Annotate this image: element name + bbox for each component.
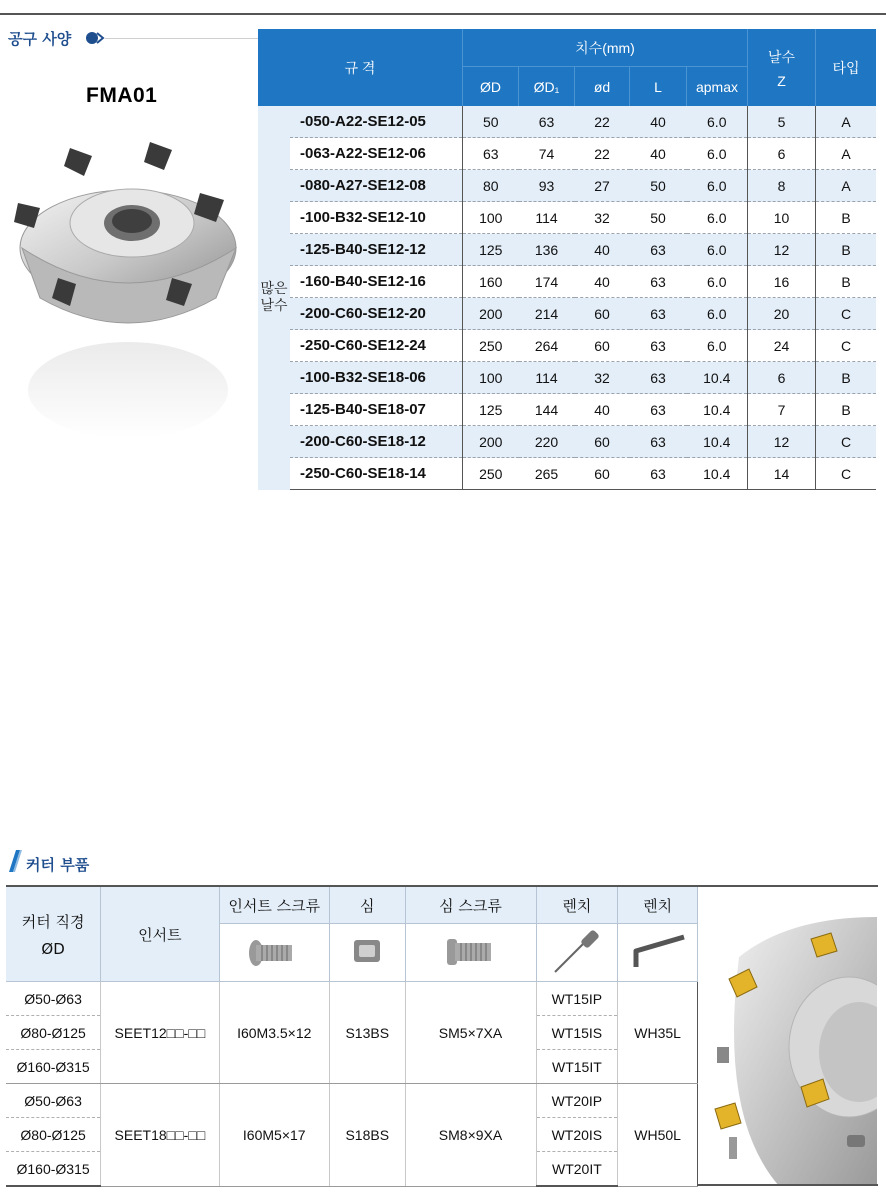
spec-D: 250 — [463, 458, 519, 490]
parts-shim: S13BS — [329, 982, 405, 1084]
spec-ap: 6.0 — [687, 202, 748, 234]
parts-shim: S18BS — [329, 1084, 405, 1187]
spec-D: 50 — [463, 106, 519, 138]
spec-Z: 10 — [748, 202, 816, 234]
spec-ap: 6.0 — [687, 234, 748, 266]
spec-L: 63 — [630, 426, 687, 458]
header-teeth — [748, 29, 816, 106]
parts-insert: SEET18□□-□□ — [101, 1084, 219, 1187]
spec-d: 27 — [575, 170, 630, 202]
spec-D: 100 — [463, 202, 519, 234]
spec-D1: 114 — [519, 202, 575, 234]
spec-D: 250 — [463, 330, 519, 362]
spec-ap: 10.4 — [687, 426, 748, 458]
spec-D1: 214 — [519, 298, 575, 330]
parts-diameter: Ø160-Ø315 — [6, 1050, 101, 1084]
parts-insert: SEET12□□-□□ — [101, 982, 219, 1084]
spec-L: 63 — [630, 394, 687, 426]
spec-row — [258, 298, 876, 330]
section-title-tool-spec: 공구 사양 — [8, 30, 72, 48]
parts-diameter: Ø50-Ø63 — [6, 982, 101, 1016]
spec-Z: 24 — [748, 330, 816, 362]
spec-model: -050-A22-SE12-05 — [290, 106, 463, 138]
tool-spec-table — [258, 29, 876, 490]
spec-L: 40 — [630, 106, 687, 138]
parts-diameter: Ø80-Ø125 — [6, 1118, 101, 1152]
parts-wrench-1: WT20IS — [536, 1118, 618, 1152]
spec-type: A — [816, 170, 877, 202]
group-label-line-1: 많은 — [260, 280, 288, 297]
spec-D: 100 — [463, 362, 519, 394]
cutter-parts-image — [699, 887, 877, 1186]
parts-bottom-rule — [698, 1184, 878, 1186]
spec-d: 40 — [575, 234, 630, 266]
spec-ap: 10.4 — [687, 458, 748, 490]
spec-D: 80 — [463, 170, 519, 202]
spec-type: B — [816, 234, 877, 266]
spec-L: 63 — [630, 330, 687, 362]
spec-d: 32 — [575, 362, 630, 394]
spec-D1: 63 — [519, 106, 575, 138]
chevron-dots-icon — [85, 31, 105, 45]
header-dim-L: L — [630, 67, 687, 107]
header-dim-d: ød — [575, 67, 630, 107]
tool-spec-body — [258, 106, 876, 490]
spec-row — [258, 362, 876, 394]
spec-d: 60 — [575, 458, 630, 490]
spec-Z: 14 — [748, 458, 816, 490]
spec-model: -200-C60-SE12-20 — [290, 298, 463, 330]
spec-model: -250-C60-SE12-24 — [290, 330, 463, 362]
parts-wrench-2: WH35L — [618, 982, 698, 1084]
spec-Z: 12 — [748, 426, 816, 458]
parts-wrench-1: WT15IP — [536, 982, 618, 1016]
spec-ap: 6.0 — [687, 106, 748, 138]
top-rule — [0, 13, 886, 15]
spec-ap: 10.4 — [687, 394, 748, 426]
header-dim-D1: ØD₁ — [519, 67, 575, 107]
insert-screw-icon — [219, 924, 329, 982]
spec-d: 60 — [575, 426, 630, 458]
spec-type: C — [816, 298, 877, 330]
parts-body — [6, 982, 698, 1187]
slash-mark-icon — [8, 850, 22, 872]
spec-type: B — [816, 394, 877, 426]
parts-diameter: Ø160-Ø315 — [6, 1152, 101, 1187]
parts-wrench-1: WT20IP — [536, 1084, 618, 1118]
spec-D1: 174 — [519, 266, 575, 298]
spec-ap: 6.0 — [687, 330, 748, 362]
spec-Z: 12 — [748, 234, 816, 266]
spec-row — [258, 234, 876, 266]
parts-insert-screw: I60M5×17 — [219, 1084, 329, 1187]
spec-model: -100-B32-SE18-06 — [290, 362, 463, 394]
spec-model: -200-C60-SE18-12 — [290, 426, 463, 458]
spec-row — [258, 266, 876, 298]
spec-d: 22 — [575, 106, 630, 138]
model-name: FMA01 — [86, 84, 158, 107]
spec-D1: 264 — [519, 330, 575, 362]
spec-Z: 20 — [748, 298, 816, 330]
group-label — [258, 106, 290, 490]
shim-screw-icon — [405, 924, 536, 982]
spec-D1: 220 — [519, 426, 575, 458]
parts-wrench-1: WT15IS — [536, 1016, 618, 1050]
spec-model: -250-C60-SE18-14 — [290, 458, 463, 490]
spec-Z: 8 — [748, 170, 816, 202]
spec-model: -080-A27-SE12-08 — [290, 170, 463, 202]
group-label-line-2: 날수 — [260, 297, 288, 314]
spec-D: 125 — [463, 234, 519, 266]
spec-ap: 6.0 — [687, 138, 748, 170]
header-wrench-1: 렌치 — [536, 887, 618, 924]
spec-row — [258, 138, 876, 170]
spec-D: 200 — [463, 298, 519, 330]
spec-type: A — [816, 106, 877, 138]
spec-D: 160 — [463, 266, 519, 298]
spec-row — [258, 106, 876, 138]
header-dimensions: 치수(mm) — [463, 29, 748, 67]
face-mill-cutter-image — [10, 128, 248, 446]
spec-D1: 265 — [519, 458, 575, 490]
parts-wrench-1: WT15IT — [536, 1050, 618, 1084]
spec-D1: 74 — [519, 138, 575, 170]
spec-D: 63 — [463, 138, 519, 170]
spec-L: 63 — [630, 298, 687, 330]
parts-insert-screw: I60M3.5×12 — [219, 982, 329, 1084]
spec-D: 200 — [463, 426, 519, 458]
header-type: 타입 — [816, 29, 877, 106]
parts-diameter: Ø80-Ø125 — [6, 1016, 101, 1050]
spec-row — [258, 458, 876, 490]
spec-type: C — [816, 426, 877, 458]
spec-L: 63 — [630, 266, 687, 298]
spec-D1: 93 — [519, 170, 575, 202]
spec-Z: 6 — [748, 138, 816, 170]
header-spec: 규 격 — [258, 29, 463, 106]
header-wrench-2: 렌치 — [618, 887, 698, 924]
parts-row — [6, 1084, 698, 1118]
spec-type: B — [816, 202, 877, 234]
spec-model: -063-A22-SE12-06 — [290, 138, 463, 170]
spec-type: B — [816, 362, 877, 394]
spec-model: -160-B40-SE12-16 — [290, 266, 463, 298]
spec-ap: 6.0 — [687, 266, 748, 298]
spec-Z: 16 — [748, 266, 816, 298]
spec-type: B — [816, 266, 877, 298]
spec-ap: 6.0 — [687, 298, 748, 330]
header-teeth-label: 날수 — [767, 48, 796, 65]
header-dim-apmax: apmax — [687, 67, 748, 107]
spec-model: -125-B40-SE12-12 — [290, 234, 463, 266]
spec-D1: 114 — [519, 362, 575, 394]
header-shim: 심 — [329, 887, 405, 924]
spec-L: 50 — [630, 202, 687, 234]
header-insert-screw: 인서트 스크류 — [219, 887, 329, 924]
spec-row — [258, 426, 876, 458]
spec-Z: 5 — [748, 106, 816, 138]
spec-L: 40 — [630, 138, 687, 170]
spec-L: 50 — [630, 170, 687, 202]
spec-L: 63 — [630, 234, 687, 266]
parts-table — [6, 887, 698, 1187]
section-title-parts: 커터 부품 — [26, 856, 90, 874]
spec-D1: 144 — [519, 394, 575, 426]
header-diameter-label: 커터 직경 — [21, 912, 85, 931]
spec-row — [258, 202, 876, 234]
spec-d: 22 — [575, 138, 630, 170]
parts-shim-screw: SM8×9XA — [405, 1084, 536, 1187]
spec-type: C — [816, 330, 877, 362]
spec-D1: 136 — [519, 234, 575, 266]
shim-icon — [329, 924, 405, 982]
parts-wrench-2: WH50L — [618, 1084, 698, 1187]
spec-model: -100-B32-SE12-10 — [290, 202, 463, 234]
spec-d: 32 — [575, 202, 630, 234]
spec-d: 40 — [575, 394, 630, 426]
header-diameter-sub: ØD — [41, 939, 65, 958]
spec-row — [258, 170, 876, 202]
parts-row — [6, 982, 698, 1016]
spec-L: 63 — [630, 362, 687, 394]
spec-L: 63 — [630, 458, 687, 490]
spec-d: 60 — [575, 298, 630, 330]
spec-D: 125 — [463, 394, 519, 426]
spec-ap: 10.4 — [687, 362, 748, 394]
header-teeth-z: Z — [777, 72, 786, 89]
parts-diameter: Ø50-Ø63 — [6, 1084, 101, 1118]
spec-model: -125-B40-SE18-07 — [290, 394, 463, 426]
spec-d: 60 — [575, 330, 630, 362]
spec-Z: 7 — [748, 394, 816, 426]
header-dim-D: ØD — [463, 67, 519, 107]
torx-wrench-icon — [536, 924, 618, 982]
header-insert: 인서트 — [101, 887, 219, 982]
spec-ap: 6.0 — [687, 170, 748, 202]
header-shim-screw: 심 스크류 — [405, 887, 536, 924]
spec-d: 40 — [575, 266, 630, 298]
header-diameter — [6, 887, 101, 982]
parts-wrench-1: WT20IT — [536, 1152, 618, 1187]
parts-shim-screw: SM5×7XA — [405, 982, 536, 1084]
title-rule — [105, 38, 258, 39]
spec-type: A — [816, 138, 877, 170]
hex-wrench-icon — [618, 924, 698, 982]
spec-row — [258, 330, 876, 362]
spec-row — [258, 394, 876, 426]
spec-type: C — [816, 458, 877, 490]
spec-Z: 6 — [748, 362, 816, 394]
